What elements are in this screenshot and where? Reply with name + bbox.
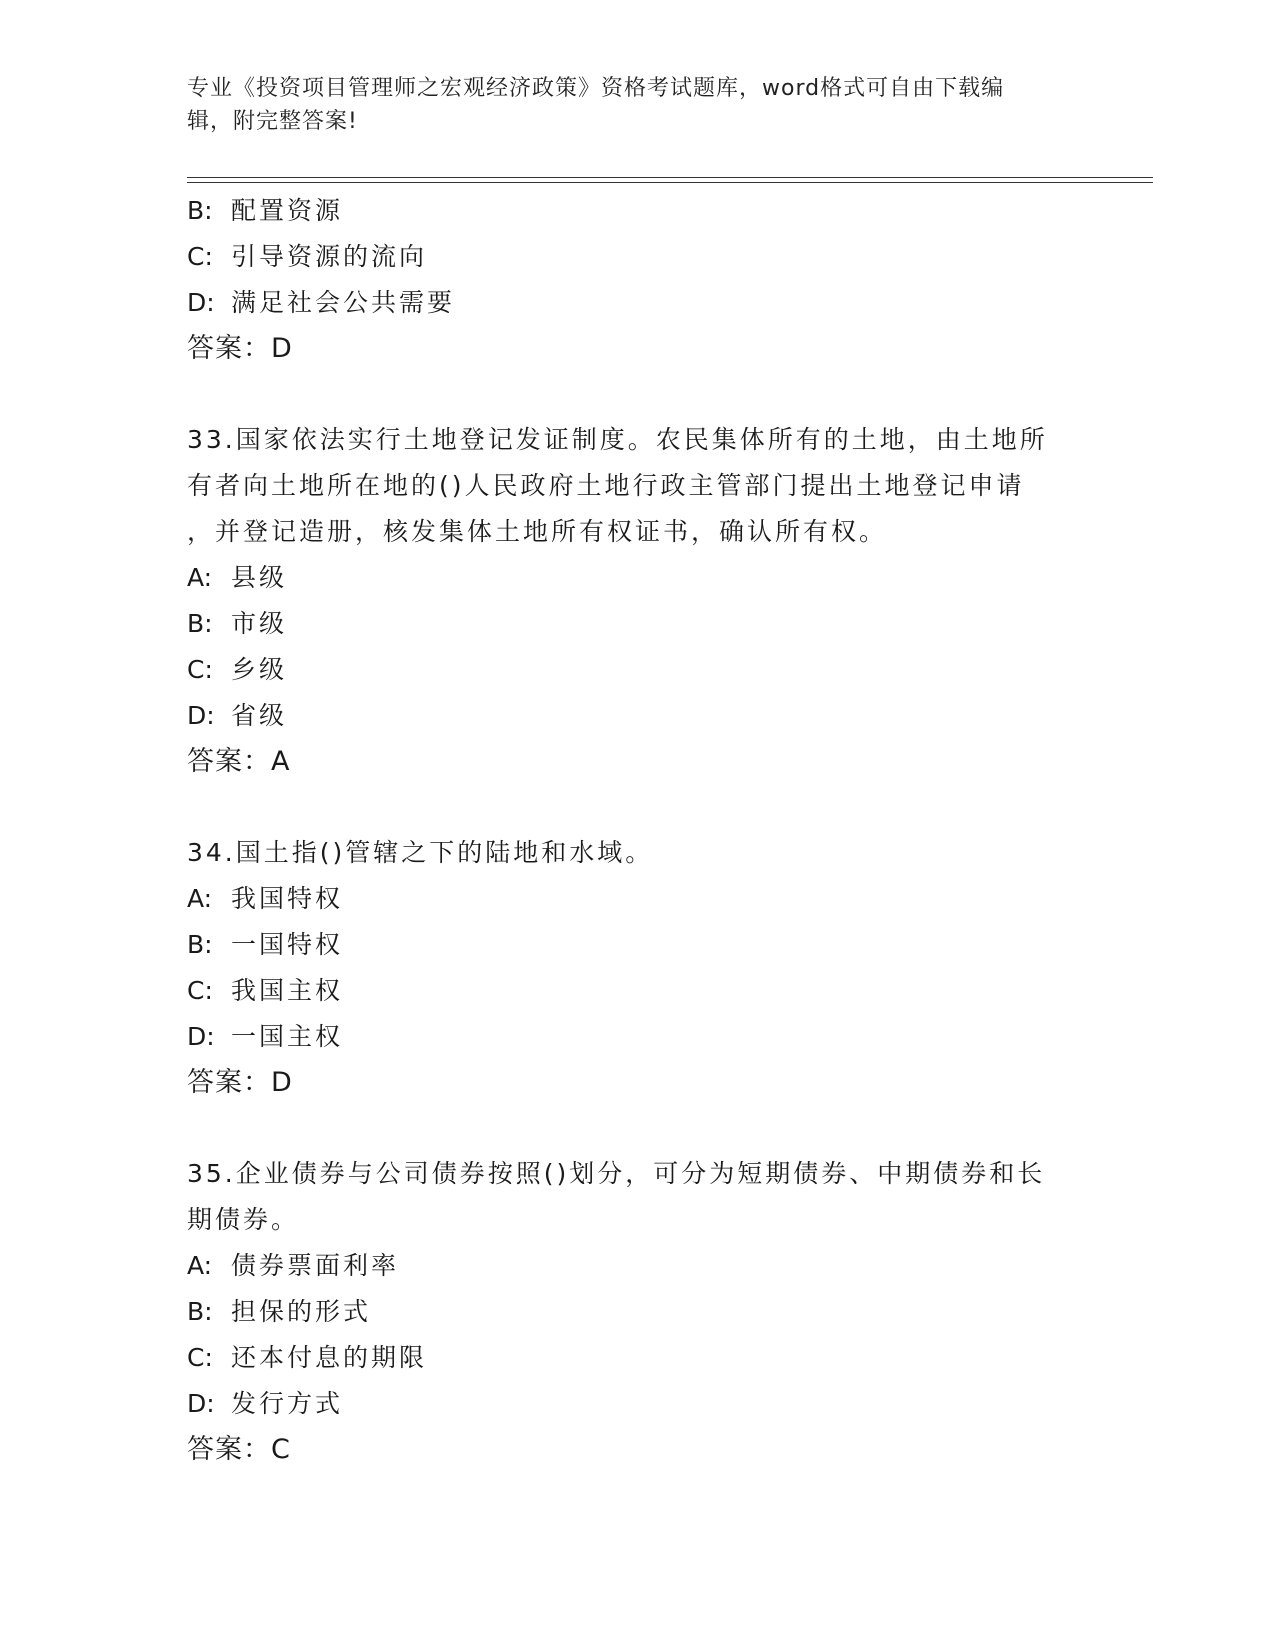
- question-text-line: 期债券。: [187, 1205, 300, 1234]
- question-gap: [187, 372, 1087, 417]
- question-list: [187, 188, 1087, 1473]
- option-text: 还本付息的期限: [231, 1343, 428, 1372]
- option-c: [187, 234, 1087, 280]
- option-text: 引导资源的流向: [231, 242, 428, 271]
- option-letter: B:: [187, 609, 213, 638]
- option-letter: C:: [187, 1343, 213, 1372]
- answer-value: D: [271, 1067, 293, 1098]
- question-text-line: ，并登记造册，核发集体土地所有权证书，确认所有权。: [187, 517, 888, 546]
- option-text: 配置资源: [231, 196, 344, 225]
- option-letter: D:: [187, 1022, 215, 1051]
- answer-line: [187, 326, 1087, 372]
- question-text-line: 35.企业债券与公司债券按照()划分，可分为短期债券、中期债券和长: [187, 1159, 1046, 1188]
- option-text: 省级: [231, 701, 288, 730]
- option-c: [187, 968, 1087, 1014]
- answer-line: [187, 1427, 1087, 1473]
- option-text: 发行方式: [231, 1389, 344, 1418]
- question-34: [187, 830, 1087, 1106]
- option-letter: D:: [187, 288, 215, 317]
- option-text: 我国特权: [231, 884, 344, 913]
- option-letter: D:: [187, 701, 215, 730]
- option-letter: A:: [187, 1251, 213, 1280]
- option-text: 一国主权: [231, 1022, 344, 1051]
- option-d: [187, 1381, 1087, 1427]
- option-letter: D:: [187, 1389, 215, 1418]
- option-letter: B:: [187, 196, 213, 225]
- option-text: 满足社会公共需要: [231, 288, 456, 317]
- question-32-tail: [187, 188, 1087, 372]
- answer-label: 答案：: [187, 1434, 271, 1465]
- option-letter: B:: [187, 930, 213, 959]
- question-35: [187, 1151, 1087, 1473]
- option-text: 市级: [231, 609, 288, 638]
- option-d: [187, 280, 1087, 326]
- option-text: 债券票面利率: [231, 1251, 400, 1280]
- option-b: [187, 601, 1087, 647]
- option-letter: B:: [187, 1297, 213, 1326]
- option-text: 县级: [231, 563, 288, 592]
- answer-label: 答案：: [187, 333, 271, 364]
- header-divider-top: [187, 177, 1153, 178]
- question-gap: [187, 1106, 1087, 1151]
- option-c: [187, 647, 1087, 693]
- answer-line: [187, 1060, 1087, 1106]
- answer-value: D: [271, 333, 293, 364]
- question-text-line: 33.国家依法实行土地登记发证制度。农民集体所有的土地，由土地所: [187, 425, 1048, 454]
- option-letter: A:: [187, 884, 213, 913]
- header-line-1: 专业《投资项目管理师之宏观经济政策》资格考试题库，word格式可自由下载编: [187, 76, 1005, 101]
- option-a: [187, 1243, 1087, 1289]
- question-text-line: 有者向土地所在地的()人民政府土地行政主管部门提出土地登记申请: [187, 471, 1025, 500]
- option-text: 担保的形式: [231, 1297, 372, 1326]
- option-d: [187, 693, 1087, 739]
- option-b: [187, 922, 1087, 968]
- option-text: 我国主权: [231, 976, 344, 1005]
- option-a: [187, 876, 1087, 922]
- option-d: [187, 1014, 1087, 1060]
- question-gap: [187, 785, 1087, 830]
- answer-label: 答案：: [187, 746, 271, 777]
- option-text: 一国特权: [231, 930, 344, 959]
- option-letter: A:: [187, 563, 213, 592]
- question-text-line: 34.国土指()管辖之下的陆地和水域。: [187, 838, 654, 867]
- option-b: [187, 188, 1087, 234]
- header-divider-bottom: [187, 182, 1153, 183]
- option-letter: C:: [187, 242, 213, 271]
- answer-label: 答案：: [187, 1067, 271, 1098]
- header-line-2: 辑，附完整答案!: [187, 109, 358, 134]
- option-a: [187, 555, 1087, 601]
- option-text: 乡级: [231, 655, 288, 684]
- option-c: [187, 1335, 1087, 1381]
- answer-line: [187, 739, 1087, 785]
- answer-value: C: [271, 1434, 291, 1465]
- option-b: [187, 1289, 1087, 1335]
- option-letter: C:: [187, 976, 213, 1005]
- option-letter: C:: [187, 655, 213, 684]
- question-33: [187, 417, 1087, 785]
- document-header: [187, 72, 1067, 138]
- answer-value: A: [271, 746, 291, 777]
